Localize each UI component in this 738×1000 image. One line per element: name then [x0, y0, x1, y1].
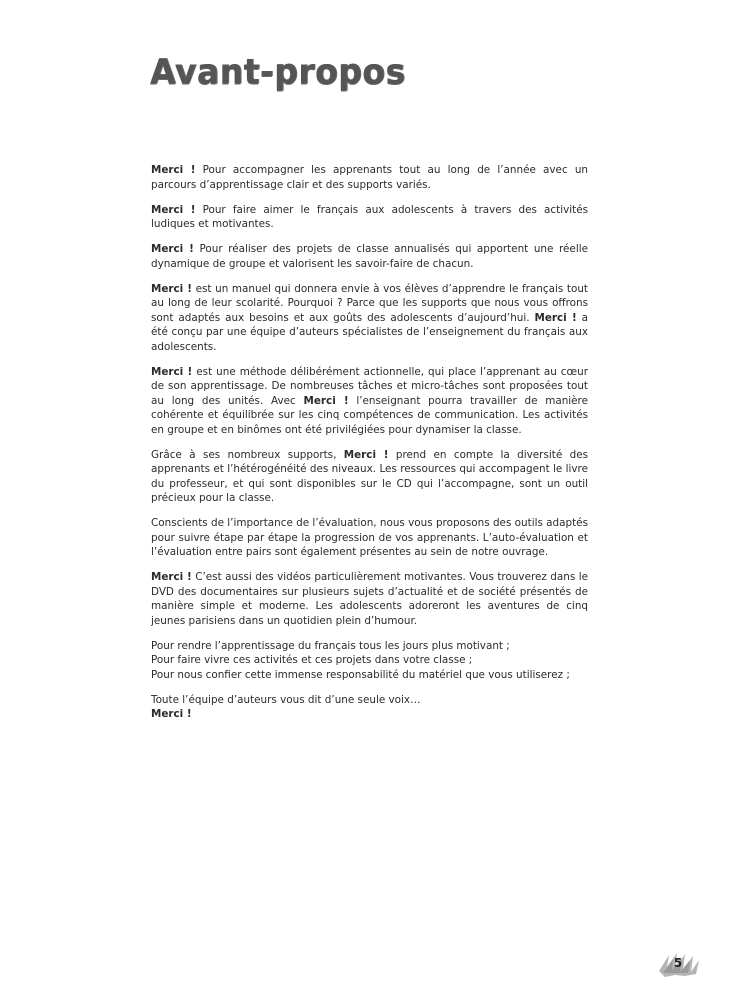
paragraph-6: Grâce à ses nombreux supports, Merci ! prend en compte la diversité des apprenants et l’hétérogénéité des niveaux. Les ressources qui accompagent le livre du professeur, et qui sont disponibles sur le CD qui l’accompagne, sont un outil précieux pour la classe. [151, 448, 589, 504]
paragraph-5: Merci ! est une méthode délibérément actionnelle, qui place l’apprenant au cœur de son apprentissage. De nombreuses tâches et micro-tâches sont proposées tout au long des unités. Avec Merci ! l’enseignant pourra travailler de manière cohérente et équilibrée sur les cinq compétences de communication. Les activités en groupe et en binômes ont été privilégiées pour dynamiser la classe. [151, 365, 588, 436]
paragraph-4: Merci ! est un manuel qui donnera envie à vos élèves d’apprendre le français tout au long de leur scolarité. Pourquoi ? Parce que les supports que nous vous offrons sont adaptés aux besoins et aux goûts des adolescents d’aujourd’hui. Merci ! a été conçu par une équipe d’auteurs spécialistes de l’enseignement du français aux adolescents. [151, 282, 588, 353]
signoff-block [151, 693, 588, 722]
foreword-body [151, 163, 588, 732]
closing-line-1: Pour rendre l’apprentissage du français tous les jours plus motivant ; [151, 639, 510, 652]
page-number: 5 [673, 956, 683, 970]
signoff-text: Toute l’équipe d’auteurs vous dit d’une seule voix… [151, 693, 421, 706]
paragraph-2: Merci ! Pour faire aimer le français aux adolescents à travers des activités ludiques et motivantes. [151, 203, 588, 230]
page-title: Avant-propos [150, 51, 406, 92]
closing-line-3: Pour nous confier cette immense responsabilité du matériel que vous utiliserez ; [151, 668, 570, 681]
paragraph-8: Merci ! C’est aussi des vidéos particulièrement motivantes. Vous trouverez dans le DVD des documentaires sur plusieurs sujets d’actualité et de société présentés de manière simple et moderne. Les adolescents adoreront les aventures de cinq jeunes parisiens dans un quotidien plein d’humour. [151, 571, 588, 627]
paragraph-1: Merci ! Pour accompagner les apprenants tout au long de l’année avec un parcours d’apprentissage clair et des supports variés. [151, 164, 589, 191]
paragraph-3: Merci ! Pour réaliser des projets de classe annualisés qui apportent une réelle dynamique de groupe et valorisent les savoir-faire de chacun. [151, 243, 588, 270]
page-number-badge [655, 945, 701, 981]
closing-block [151, 639, 588, 683]
paragraph-7: Conscients de l’importance de l’évaluation, nous vous proposons des outils adaptés pour suivre étape par étape la progression de vos apprenants. L’auto-évaluation et l’évaluation entre pairs sont également présentes au sein de notre ouvrage. [151, 517, 588, 558]
signoff-merci: Merci ! [151, 708, 192, 720]
closing-line-2: Pour faire vivre ces activités et ces projets dans votre classe ; [151, 654, 473, 666]
